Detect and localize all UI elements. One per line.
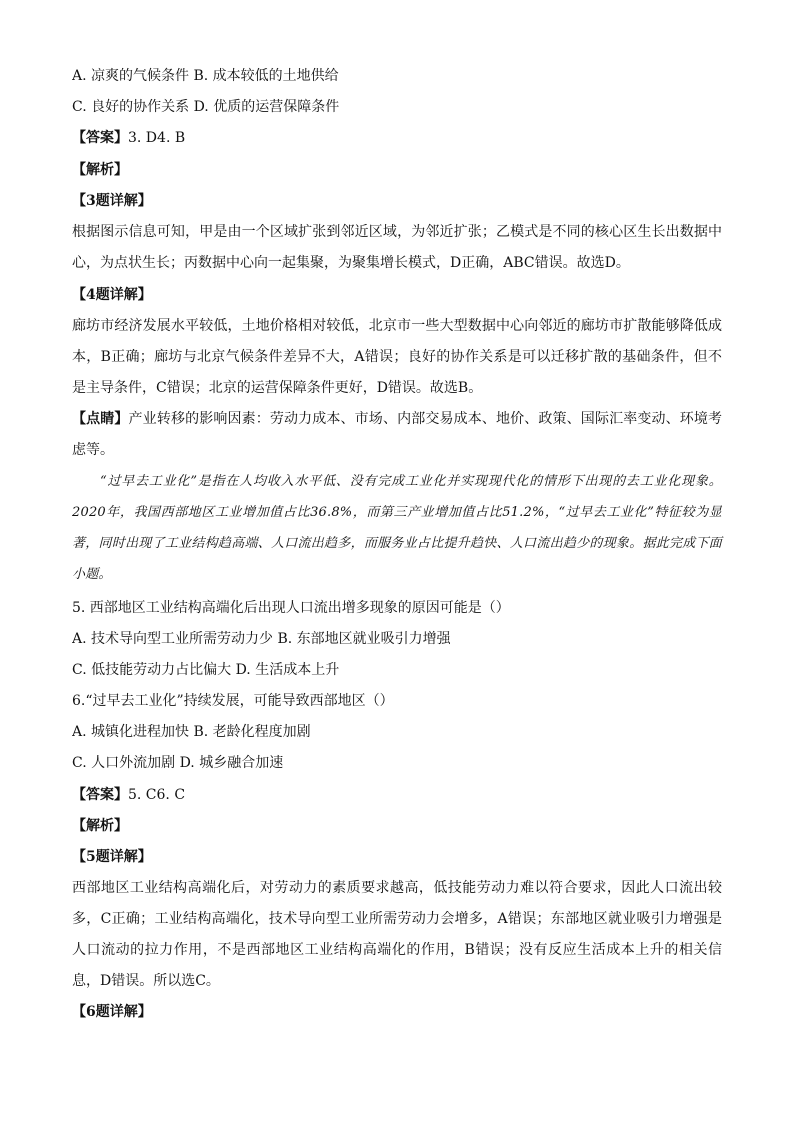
q6-option-ab: A. 城镇化进程加快 B. 老龄化程度加剧 [72,724,311,740]
q5q6-analysis-label: 【解析】 [72,818,128,834]
q5q6-answer [72,785,724,805]
q3q4-tip [72,404,722,466]
q4-explanation: 廊坊市经济发展水平较低，土地价格相对较低，北京市一些大型数据中心向邻近的廊坊市扩散能够降低成本，B正确；廊坊与北京气候条件差异不大，A错误；良好的协作关系是可以迁移扩散的基础条件，但不是主导条件，C错误；北京的运营保障条件更好，D错误。故选B。 [72,318,722,396]
q3-explanation: 根据图示信息可知，甲是由一个区域扩张到邻近区域，为邻近扩张；乙模式是不同的核心区生长出数据中心，为点状生长；丙数据中心向一起集聚，为聚集增长模式，D正确，ABC错误。故选D。 [72,224,722,271]
q3q4-analysis-label: 【解析】 [72,162,128,178]
answer-label: 【答案】 [72,130,128,146]
q3q4-option-ab: A. 凉爽的气候条件 B. 成本较低的土地供给 [72,68,339,84]
q5-stem: 5. 西部地区工业结构高端化后出现人口流出增多现象的原因可能是（） [72,600,510,616]
reading-passage: “过早去工业化”是指在人均收入水平低、没有完成工业化并实现现代化的情形下出现的去工业化现象。2020年，我国西部地区工业增加值占比36.8%，而第三产业增加值占比51.2%，“过早去工业化”特征较为显著，同时出现了工业结构趋高端、人口流出趋多，而服务业占比提升趋快、人口流出趋少的现象。据此完成下面小题。 [72,474,722,582]
tip-text: 产业转移的影响因素：劳动力成本、市场、内部交易成本、地价、政策、国际汇率变动、环境考虑等。 [72,411,723,458]
q6-stem: 6.“过早去工业化”持续发展，可能导致西部地区（） [72,693,394,709]
answer-value: 5. C6. C [128,787,186,803]
q6-option-cd: C. 人口外流加剧 D. 城乡融合加速 [72,755,284,771]
q5-option-ab: A. 技术导向型工业所需劳动力少 B. 东部地区就业吸引力增强 [72,631,451,647]
q3q4-answer [72,128,724,148]
tip-label: 【点睛】 [72,411,129,427]
q3-heading: 【3题详解】 [72,193,152,209]
answer-label: 【答案】 [72,787,128,803]
q5-heading: 【5题详解】 [72,849,152,865]
q5-explanation: 西部地区工业结构高端化后，对劳动力的素质要求越高，低技能劳动力难以符合要求，因此人口流出较多，C正确；工业结构高端化，技术导向型工业所需劳动力会增多，A错误；东部地区就业吸引力增强是人口流动的拉力作用，不是西部地区工业结构高端化的作用，B错误；没有反应生活成本上升的相关信息，D错误。所以选C。 [72,880,722,989]
q4-heading: 【4题详解】 [72,287,152,303]
q3q4-option-cd: C. 良好的协作关系 D. 优质的运营保障条件 [72,99,340,115]
q5-option-cd: C. 低技能劳动力占比偏大 D. 生活成本上升 [72,662,340,678]
q6-heading: 【6题详解】 [72,1004,152,1020]
answer-value: 3. D4. B [128,130,186,146]
